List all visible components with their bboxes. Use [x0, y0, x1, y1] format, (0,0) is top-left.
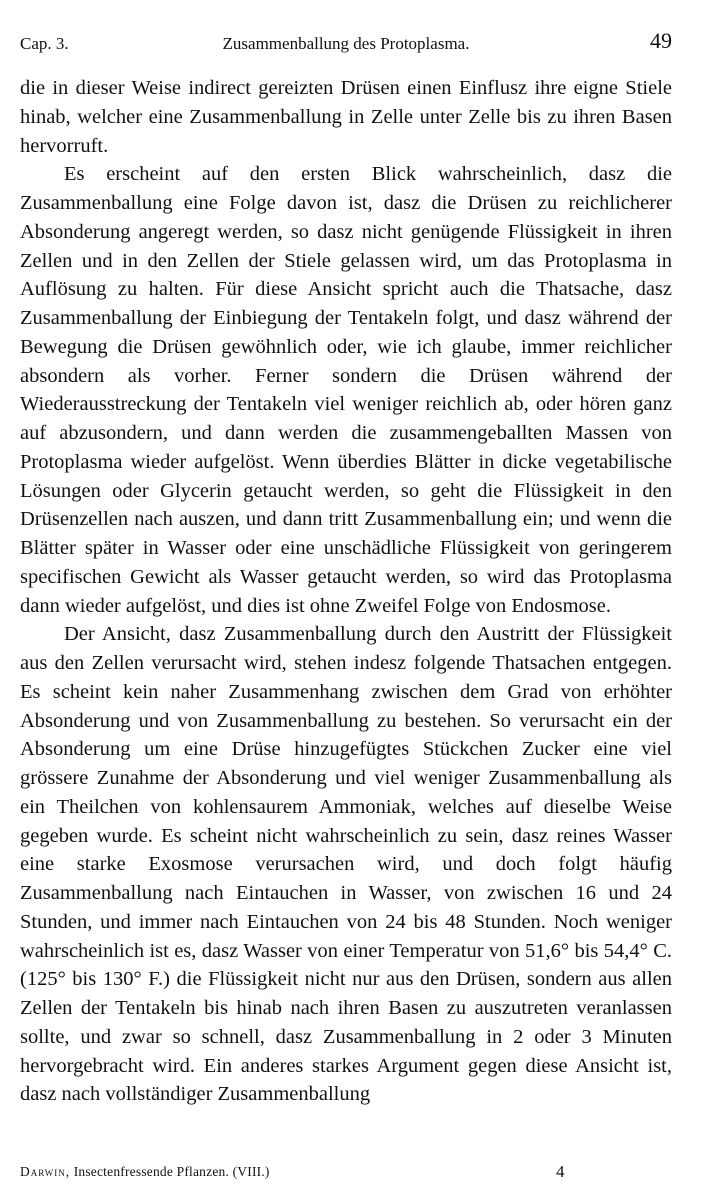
signature-line	[20, 1164, 672, 1180]
paragraph: Es erscheint auf den ersten Blick wahrscheinlich, dasz die Zusammenballung eine Folge davon ist, dasz die Drüsen zu reichlicherer Absonderung angeregt werden, so dasz nicht genügende Flüssigkeit in ihren Zellen und in den Zellen der Stiele gelassen wird, um das Protoplasma in Auflösung zu halten. Für diese Ansicht spricht auch die Thatsache, dasz Zusammenballung der Einbiegung der Tentakeln folgt, und dasz während der Bewegung die Drüsen gewöhnlich oder, wie ich glaube, immer reichlicher absondern als vorher. Ferner sondern die Drüsen während der Wiederausstreckung der Tentakeln viel weniger reichlich ab, oder hören ganz auf abzusondern, und dann werden die zusammengeballten Massen von Protoplasma wieder aufgelöst. Wenn überdies Blätter in dicke vegetabilische Lösungen oder Glycerin getaucht werden, so geht die Flüssigkeit in den Drüsenzellen nach auszen, und dann tritt Zusammenballung ein; und wenn die Blätter später in Wasser oder eine unschädliche Flüssigkeit von geringerem specifischen Gewicht als Wasser getaucht werden, so wird das Protoplasma dann wieder aufgelöst, und dies ist ohne Zweifel Folge von Endosmose.	[20, 163, 672, 617]
sheet-number: 4	[556, 1162, 565, 1181]
running-head	[20, 28, 672, 58]
body-text	[20, 74, 672, 1109]
page-number: 49	[650, 28, 672, 53]
book-page	[20, 28, 672, 1109]
running-title: Zusammenballung des Protoplasma.	[222, 34, 470, 53]
chapter-label: Cap. 3.	[20, 34, 69, 53]
footer-author: Darwin,	[20, 1164, 71, 1179]
paragraph: Der Ansicht, dasz Zusammenballung durch den Austritt der Flüssigkeit aus den Zellen verursacht wird, stehen indesz folgende Thatsachen entgegen. Es scheint kein naher Zusammenhang zwischen dem Grad von erhöhter Absonderung und von Zusammenballung zu bestehen. So verursacht ein der Absonderung um eine Drüse hinzugefügtes Stückchen Zucker eine viel grössere Zunahme der Absonderung und viel weniger Zusammenballung als ein Theilchen von kohlensaurem Ammoniak, welches auf dieselbe Weise gegeben wurde. Es scheint nicht wahrscheinlich zu sein, dasz reines Wasser eine starke Exosmose verursachen wird, und doch folgt häufig Zusammenballung nach Eintauchen in Wasser, von zwischen 16 und 24 Stunden, und immer nach Eintauchen von 24 bis 48 Stunden. Noch weniger wahrscheinlich ist es, dasz Wasser von einer Temperatur von 51,6° bis 54,4° C. (125° bis 130° F.) die Flüssigkeit nicht nur aus den Drüsen, sondern aus allen Zellen der Tentakeln bis hinab nach ihren Basen zu auszutreten veranlassen sollte, und zwar so schnell, dasz Zusammenballung in 2 oder 3 Minuten hervorgebracht wird. Ein anderes starkes Argument gegen diese Ansicht ist, dasz nach vollständiger Zusammenballung	[20, 623, 672, 1106]
paragraph-continued: die in dieser Weise indirect gereizten Drüsen einen Einflusz ihre eigne Stiele hinab, welcher eine Zusammenballung in Zelle unter Zelle bis zu ihren Basen hervorruft.	[20, 77, 672, 157]
footer-book-title: Insectenfressende Pflanzen. (VIII.)	[73, 1164, 270, 1179]
